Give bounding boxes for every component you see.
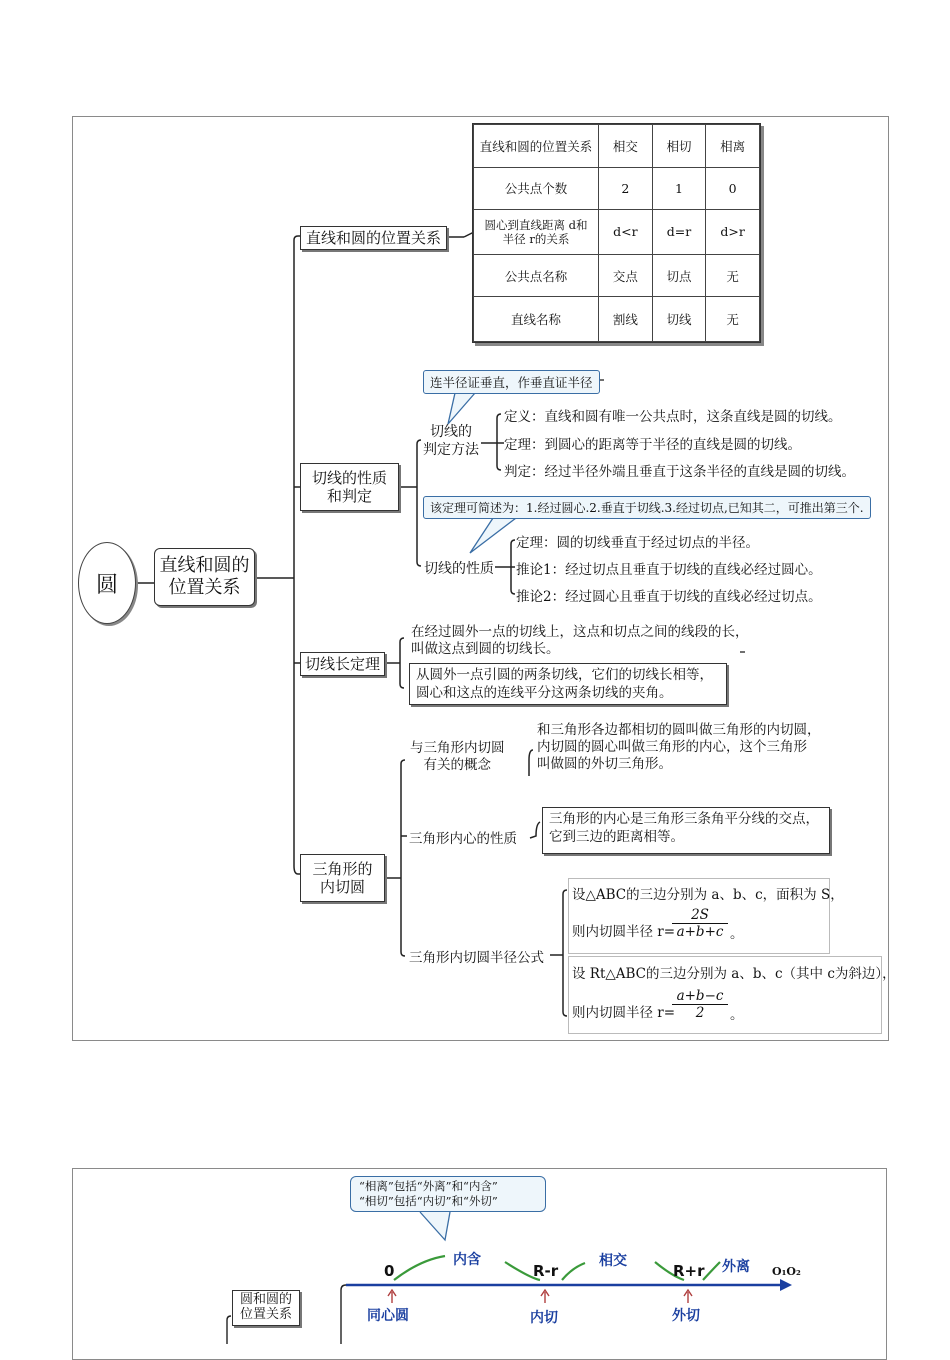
judgement-item-theorem: 定理：到圆心的距离等于半径的直线是圆的切线。	[504, 437, 801, 453]
axis-point-r-plus-r: R+r	[673, 1262, 705, 1280]
note-text: 连半径证垂直，作垂直证半径	[430, 375, 593, 390]
formula-prefix: 则内切圆半径 r=	[572, 924, 676, 940]
region-intersect: 相交	[599, 1253, 627, 1269]
root-label: 圆	[95, 572, 118, 598]
arrow-label-internal-tangent: 内切	[530, 1310, 558, 1326]
formula-prefix: 则内切圆半径 r=	[572, 1005, 676, 1021]
judgement-label: 切线的 判定方法	[423, 424, 479, 458]
branch-label: 圆和圆的 位置关系	[239, 1292, 292, 1322]
table-cell: 圆心到直线距离 d和 半径 r的关系	[474, 210, 599, 255]
judgement-item-criterion: 判定：经过半径外端且垂直于这条半径的直线是圆的切线。	[504, 464, 855, 480]
tangent-length-def-line1: 在经过圆外一点的切线上，这点和切点之间的线段的长，	[411, 624, 749, 640]
property-item-theorem: 定理：圆的切线垂直于经过切点的半径。	[516, 535, 759, 551]
incircle-radius-label: 三角形内切圆半径公式	[409, 950, 544, 966]
table-header-cell: 相切	[652, 125, 706, 168]
property-item-corollary1: 推论1：经过切点且垂直于切线的直线必经过圆心。	[516, 562, 822, 578]
table-cell: 0	[706, 167, 760, 210]
table-cell: 1	[652, 167, 706, 210]
axis-point-r-minus-r: R-r	[533, 1262, 559, 1280]
table-cell: 公共点名称	[474, 254, 599, 297]
axis-end-label: O₁O₂	[772, 1265, 801, 1278]
table-cell: 割线	[599, 297, 653, 342]
branch-label: 直线和圆的位置关系	[305, 229, 441, 247]
formula-line: 设△ABC的三边分别为 a、b、c，面积为 S，	[572, 887, 844, 903]
table-cell: 交点	[599, 254, 653, 297]
table-cell: 切线	[652, 297, 706, 342]
branch-label: 切线长定理	[304, 655, 380, 673]
table-cell: 2	[599, 167, 653, 210]
circle-relation-label	[232, 1290, 300, 1326]
incenter-property-label: 三角形内心的性质	[409, 831, 517, 847]
tangent-length-def-line2: 叫做这点到圆的切线长。	[411, 641, 560, 657]
incircle-concept-text: 和三角形各边都相切的圆叫做三角形的内切圆， 内切圆的圆心叫做三角形的内心，这个三角形 叫做圆的外切三角形。	[537, 722, 821, 772]
incircle-concept-label: 与三角形内切圆 有关的概念	[410, 740, 505, 773]
main-topic-label: 直线和圆的 位置关系	[159, 555, 250, 598]
arrow-label-concentric: 同心圆	[367, 1308, 409, 1324]
theorem-line: 从圆外一点引圆的两条切线，它们的切线长相等，	[416, 667, 713, 683]
branch-label: 切线的性质 和判定	[311, 469, 387, 505]
formula-period: 。	[730, 926, 744, 942]
region-separate: 外离	[722, 1259, 750, 1275]
formula-period: 。	[730, 1007, 744, 1023]
table-cell: d=r	[652, 210, 706, 255]
table-cell: 无	[706, 297, 760, 342]
region-containment: 内含	[453, 1252, 481, 1268]
table-cell: 切点	[652, 254, 706, 297]
note-line: “相切”包括“内切”和“外切”	[359, 1193, 498, 1208]
table-cell: d<r	[599, 210, 653, 255]
table-cell: 公共点个数	[474, 167, 599, 210]
incenter-property-box: 三角形的内心是三角形三条角平分线的交点， 它到三边的距离相等。	[542, 807, 830, 854]
table-cell: 无	[706, 254, 760, 297]
fraction-numerator: 2S	[672, 907, 728, 924]
note-line: “相离”包括“外离”和“内含”	[359, 1179, 498, 1193]
fraction-numerator: a+b−c	[672, 988, 728, 1005]
table-header-cell: 直线和圆的位置关系	[474, 125, 599, 168]
table-cell: 直线名称	[474, 297, 599, 342]
table-cell: d>r	[706, 210, 760, 255]
note-text: 该定理可简述为：1.经过圆心.2.垂直于切线.3.经过切点,已知其二，可推出第三个.	[430, 501, 864, 515]
table-header-cell: 相离	[706, 125, 760, 168]
branch-label: 三角形的 内切圆	[312, 860, 373, 896]
judgement-item-definition: 定义：直线和圆有唯一公共点时，这条直线是圆的切线。	[504, 409, 842, 425]
fraction-denominator: 2	[695, 1005, 705, 1021]
formula-line: 设 Rt△ABC的三边分别为 a、b、c（其中 c为斜边），	[572, 966, 896, 982]
theorem-line: 圆心和这点的连线平分这两条切线的夹角。	[416, 684, 673, 701]
table-header-cell: 相交	[599, 125, 653, 168]
property-label: 切线的性质	[424, 561, 494, 577]
arrow-label-external-tangent: 外切	[672, 1308, 700, 1324]
axis-point-zero: 0	[384, 1262, 395, 1280]
property-item-corollary2: 推论2：经过圆心且垂直于切线的直线必经过切点。	[516, 589, 822, 605]
fraction-denominator: a+b+c	[676, 924, 724, 940]
